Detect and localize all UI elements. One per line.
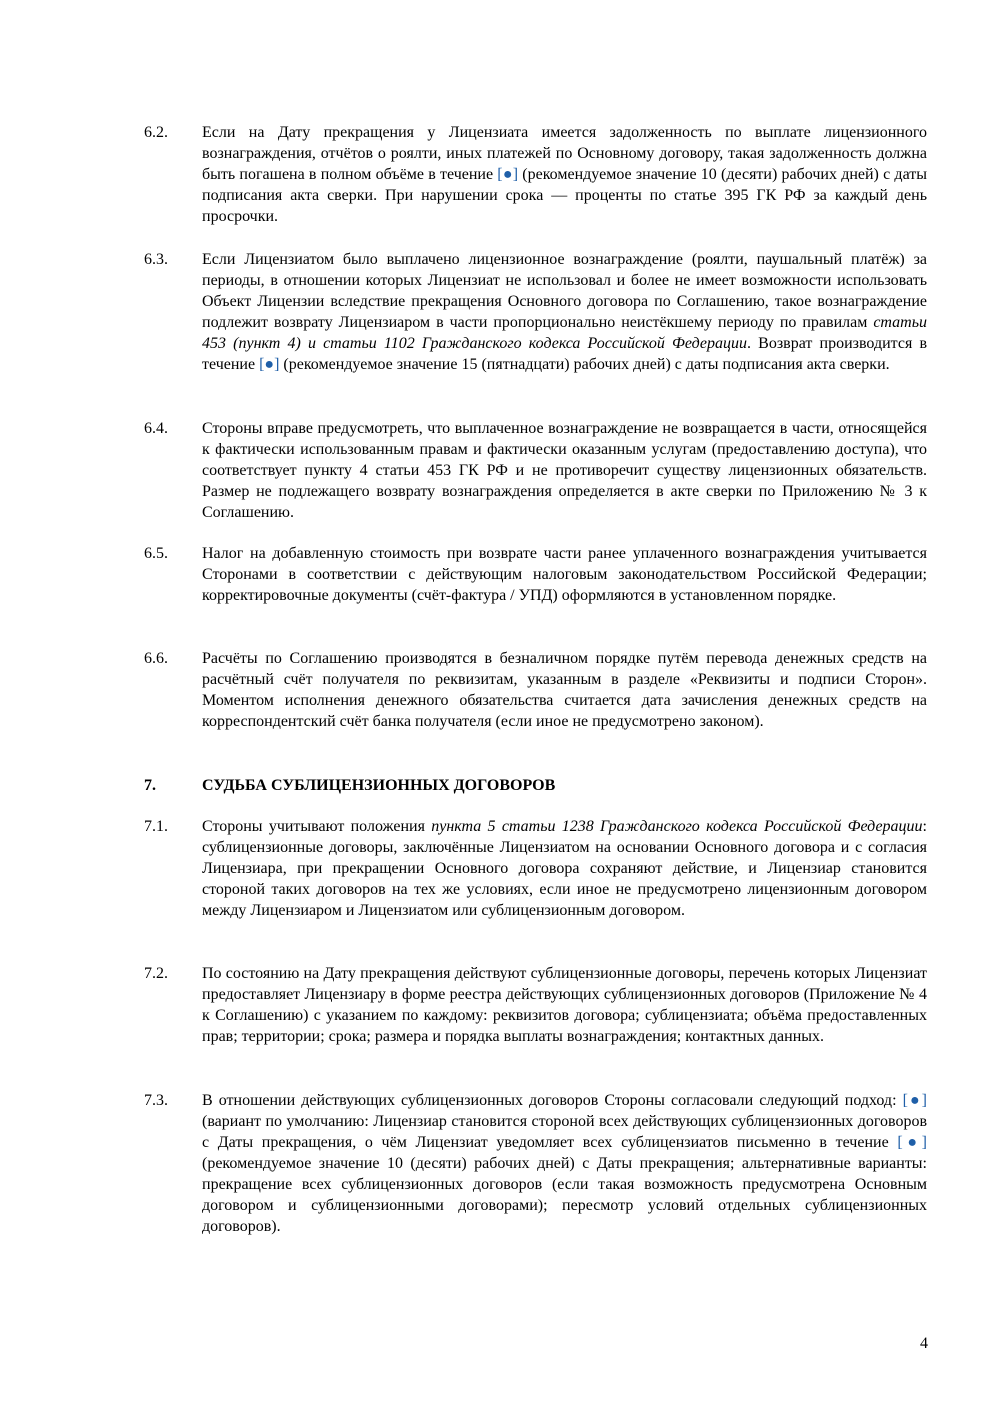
clause-text: Расчёты по Соглашению производятся в безналичном порядке путём перевода денежных средств на расчётный счёт получателя по реквизитам, указанным в разделе «Реквизиты и подписи Сторон». Моментом исполнения денежного обязательства считается дата зачисления денежных средств на корреспондентский счёт банка получателя (если иное не предусмотрено законом). [202,650,927,730]
text-run: : сублицензионные договоры, заключённые Лицензиатом на основании Основного договора и с согласия Лицензиара, при прекращении Основного договора сохраняют действие, и Лицензиар становится стороной таких договоров на тех же условиях, если иное не предусмотрено лицензионным договором между Лицензиаром и Лицензиатом или сублицензионным договором. [202,818,927,919]
placeholder-marker: [●] [897,1134,927,1151]
text-run: Стороны учитывают положения [202,818,432,835]
text-run: Если на Дату прекращения у Лицензиата имеется задолженность по выплате лицензионного вознаграждения, отчётов о роялти, иных платежей по Основному договору, такая задолженность должна быть погашена в полном объёме в течение [202,124,927,183]
clause-7-1 [144,816,927,921]
placeholder-marker: [●] [259,356,280,373]
text-run: (рекомендуемое значение 15 (пятнадцати) рабочих дней) с даты подписания акта сверки. [279,356,890,373]
placeholder-marker: [●] [902,1092,927,1109]
clause-number: 7.1. [144,818,168,835]
clause-7-2 [144,963,927,1047]
page-number: 4 [920,1335,928,1352]
clause-number: 6.2. [144,124,168,141]
statute-reference: пункта 5 статьи 1238 Гражданского кодекса Российской Федерации [431,818,923,835]
section-title: СУДЬБА СУБЛИЦЕНЗИОННЫХ ДОГОВОРОВ [202,777,556,794]
clause-number: 7.3. [144,1092,168,1109]
clause-number: 6.6. [144,650,168,667]
section-heading-7 [144,775,927,796]
clause-text [202,816,927,921]
clause-text: Налог на добавленную стоимость при возврате части ранее уплаченного вознаграждения учитывается Сторонами в соответствии с действующим налоговым законодательством Российской Федерации; корректировочные документы (счёт-фактура / УПД) оформляются в установленном порядке. [202,545,927,604]
text-run: В отношении действующих сублицензионных договоров Стороны согласовали следующий подход: [202,1092,903,1109]
clause-text [202,1090,927,1237]
clause-text [202,122,927,227]
clause-6-4 [144,418,927,523]
clause-text [202,249,927,375]
text-run: (рекомендуемое значение 10 (десяти) рабочих дней) с Даты прекращения; альтернативные варианты: прекращение всех сублицензионных договоров (если такая возможность предусмотрена Основным договором и сублицензионными договорами); пересмотр условий отдельных сублицензионных договоров). [202,1155,927,1235]
text-run: (вариант по умолчанию: Лицензиар становится стороной всех действующих сублицензионных договоров с Даты прекращения, о чём Лицензиат уведомляет всех сублицензиатов письменно в течение [202,1113,927,1151]
text-run: Если Лицензиатом было выплачено лицензионное вознаграждение (роялти, паушальный платёж) за периоды, в отношении которых Лицензиат не использовал и более не имеет возможности использовать Объект Лицензии вследствие прекращения Основного договора по Соглашению, такое вознаграждение подлежит возврату Лицензиаром в части пропорционально неистёкшему периоду по правилам [202,251,927,331]
clause-6-2 [144,122,927,227]
clause-text: Стороны вправе предусмотреть, что выплаченное вознаграждение не возвращается в части, относящейся к фактически использованным правам и фактически оказанным услугам (предоставлению доступа), что соответствует пункту 4 статьи 453 ГК РФ и не противоречит существу лицензионных обязательств. Размер не подлежащего возврату вознаграждения определяется в акте сверки по Приложению № 3 к Соглашению. [202,420,927,521]
section-number: 7. [144,777,156,794]
clause-7-3 [144,1090,927,1237]
clause-6-6 [144,648,927,732]
placeholder-marker: [●] [497,166,519,183]
clause-number: 6.3. [144,251,168,268]
clause-number: 7.2. [144,965,168,982]
text-run: . Возврат производится в течение [202,335,928,373]
statute-reference: статьи 453 (пункт 4) и статьи 1102 Гражданского кодекса Российской Федерации [202,314,927,352]
clause-6-3 [144,249,927,375]
clause-number: 6.4. [144,420,168,437]
text-run: (рекомендуемое значение 10 (десяти) рабочих дней) с даты подписания акта сверки. При нарушении срока — проценты по статье 395 ГК РФ за каждый день просрочки. [202,166,927,225]
clause-6-5 [144,543,927,606]
clause-text: По состоянию на Дату прекращения действуют сублицензионные договоры, перечень которых Лицензиат предоставляет Лицензиару в форме реестра действующих сублицензионных договоров (Приложение № 4 к Соглашению) с указанием по каждому: реквизитов договора; сублицензиата; объёма предоставленных прав; территории; срока; размера и порядка выплаты вознаграждения; контактных данных. [202,965,927,1045]
clause-number: 6.5. [144,545,168,562]
